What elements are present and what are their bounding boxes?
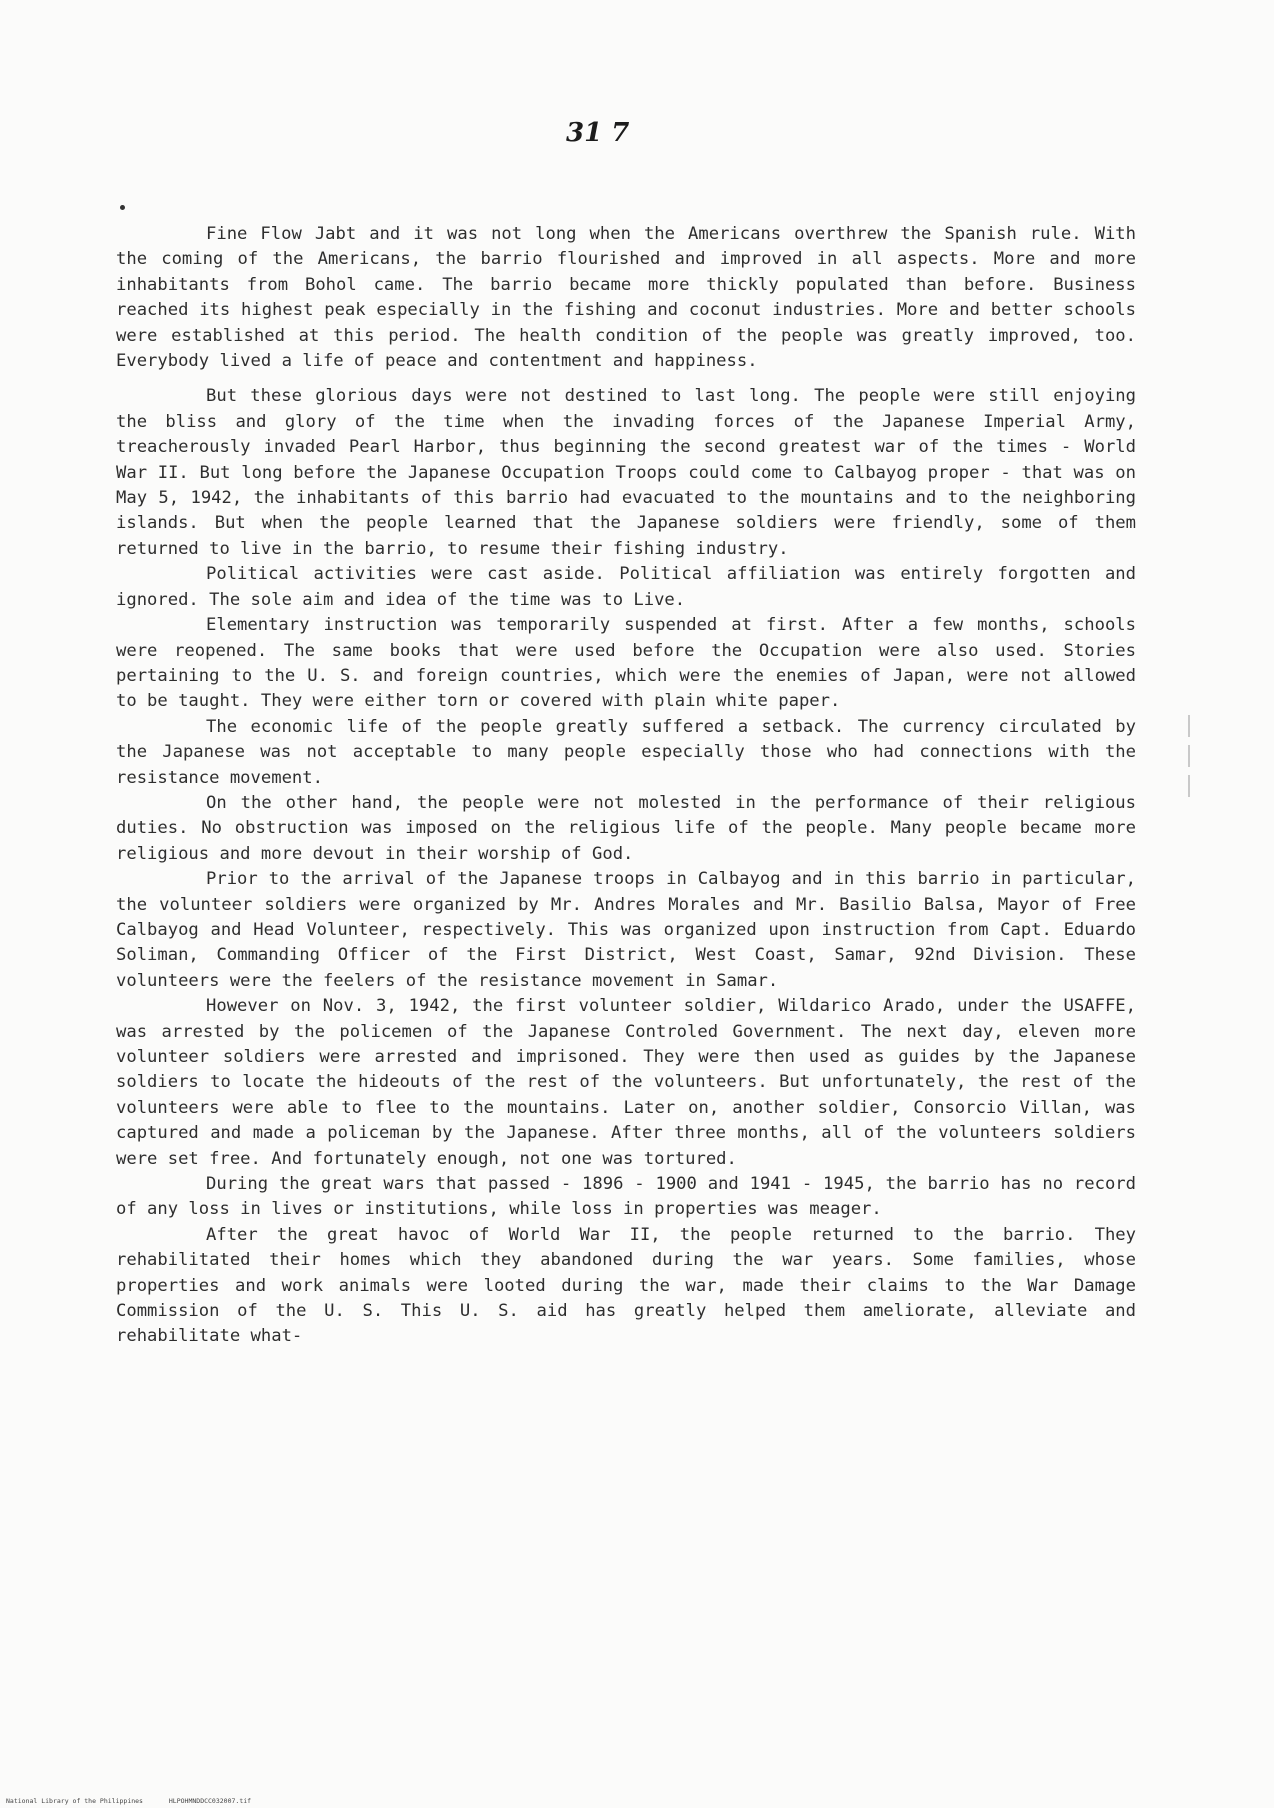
paragraph-economic-life: The economic life of the people greatly suffered a setback. The currency circulated by the Japanese was not acceptable to many people especially those who had connections with the resistance movement. (116, 716, 1136, 788)
scan-margin-mark (1188, 715, 1190, 737)
scan-margin-mark (1188, 775, 1190, 797)
paragraph-arrests: However on Nov. 3, 1942, the first volunteer soldier, Wildarico Arado, under the USAFFE, was arrested by the policemen of the Japanese Controled Government. The next day, eleven more volunteer soldiers were arrested and imprisoned. They were then used as guides by the Japanese soldiers to locate the hideouts of the rest of the volunteers. But unfortunately, the rest of the volunteers were able to flee to the mountains. Later on, another soldier, Consorcio Villan, was captured and made a policeman by the Japanese. After three months, all of the volunteers soldiers were set free. And fortunately enough, not one was tortured. (116, 996, 1136, 1169)
paragraph-american-period: Fine Flow Jabt and it was not long when the Americans overthrew the Spanish rule. With the coming of the Americans, the barrio flourished and improved in all aspects. More and more inhabitants from Bohol came. The barrio became more thickly populated than before. Business reached its highest peak especially in the fishing and coconut industries. More and better schools were established at this period. The health condition of the people was greatly improved, too. Everybody lived a life of peace and contentment and happiness. (116, 224, 1136, 372)
margin-dot (120, 205, 125, 210)
document-body (116, 222, 1136, 1350)
paragraph-religious-life: On the other hand, the people were not molested in the performance of their religious duties. No obstruction was imposed on the religious life of the people. Many people became more religious and more devout in their worship of God. (116, 792, 1136, 864)
paragraph-elementary-instruction: Elementary instruction was temporarily suspended at first. After a few months, schools were reopened. The same books that were used before the Occupation were also used. Stories pertaining to the U. S. and foreign countries, which were the enemies of Japan, were not allowed to be taught. They were either torn or covered with plain white paper. (116, 615, 1136, 712)
scan-footer (6, 1797, 273, 1805)
footer-file: HLPOHMNDDCC032007.tif (168, 1797, 252, 1805)
paragraph-rehabilitation: After the great havoc of World War II, the people returned to the barrio. They rehabilitated their homes which they abandoned during the war years. Some families, whose properties and work animals were looted during the war, made their claims to the War Damage Commission of the U. S. This U. S. aid has greatly helped them ameliorate, alleviate and rehabilitate what- (116, 1224, 1136, 1347)
paragraph-volunteer-soldiers: Prior to the arrival of the Japanese troops in Calbayog and in this barrio in particular, the volunteer soldiers were organized by Mr. Andres Morales and Mr. Basilio Balsa, Mayor of Free Calbayog and Head Volunteer, respectively. This was organized upon instruction from Capt. Eduardo Soliman, Commanding Officer of the First District, West Coast, Samar, 92nd Division. These volunteers were the feelers of the resistance movement in Samar. (116, 869, 1136, 991)
paragraph-political-activities: Political activities were cast aside. Political affiliation was entirely forgotten and ignored. The sole aim and idea of the time was to Live. (116, 564, 1136, 610)
paragraph-japanese-invasion: But these glorious days were not destined to last long. The people were still enjoying the bliss and glory of the time when the invading forces of the Japanese Imperial Army, treacherously invaded Pearl Harbor, thus beginning the second greatest war of the times - World War II. But long before the Japanese Occupation Troops could come to Calbayog proper - that was on May 5, 1942, the inhabitants of this barrio had evacuated to the mountains and to the neighboring islands. But when the people learned that the Japanese soldiers were friendly, some of them returned to live in the barrio, to resume their fishing industry. (116, 386, 1136, 559)
footer-library: National Library of the Philippines (6, 1797, 143, 1805)
paragraph-losses: During the great wars that passed - 1896 - 1900 and 1941 - 1945, the barrio has no record of any loss in lives or institutions, while loss in properties was meager. (116, 1174, 1136, 1220)
page-number: 31 7 (566, 118, 630, 148)
scan-margin-mark (1188, 745, 1190, 767)
